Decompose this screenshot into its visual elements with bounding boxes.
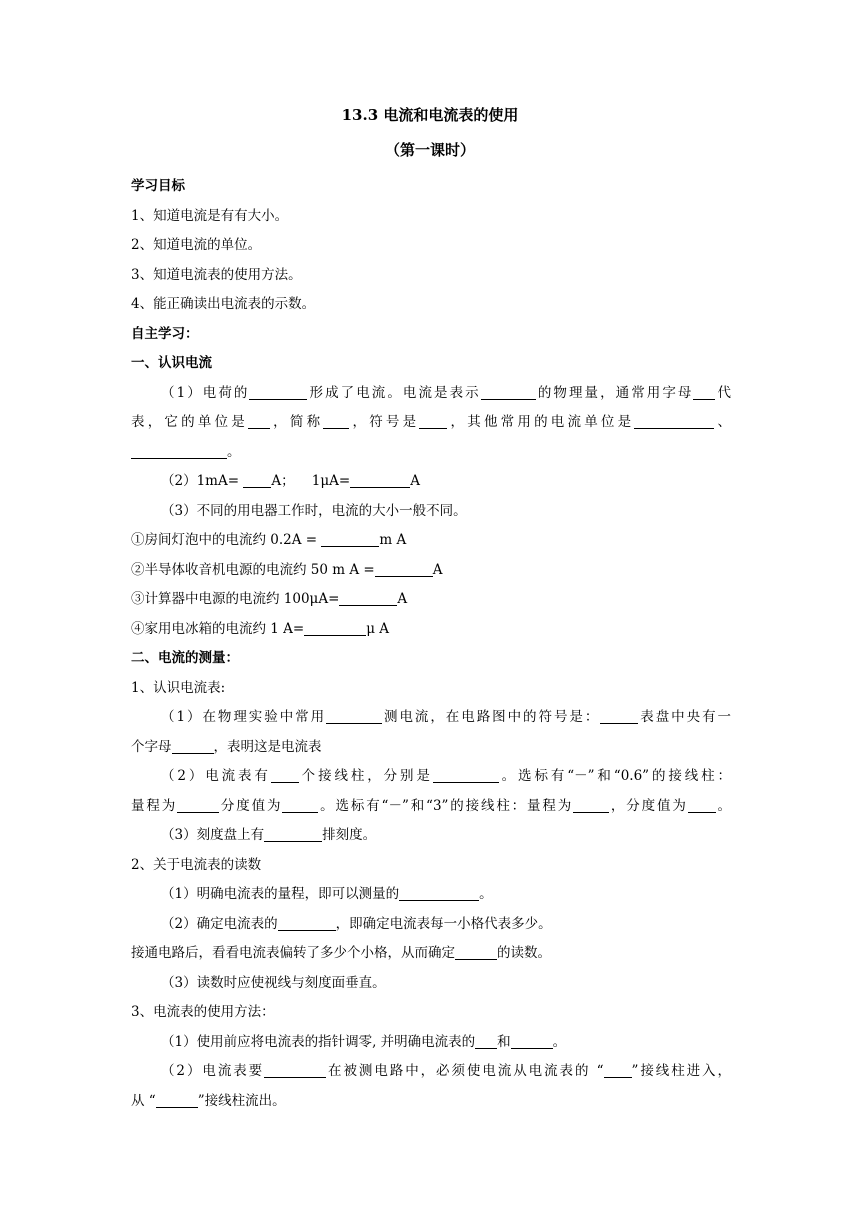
blank[interactable]: [481, 383, 536, 400]
example-line: ①房间灯泡中的电流约 0.2A = m A: [131, 532, 407, 548]
blank[interactable]: [455, 943, 497, 960]
blank[interactable]: [282, 796, 318, 813]
blank[interactable]: [278, 914, 336, 931]
objectives-heading: 学习目标: [131, 178, 185, 194]
blank[interactable]: [375, 560, 433, 577]
subsection-heading: 1、认识电流表:: [131, 679, 226, 696]
question-line: （2）电流表有 个接线柱，分别是 。选标有“－”和“0.6”的接线柱：: [161, 768, 731, 784]
blank[interactable]: [688, 796, 716, 813]
subsection-heading: 2、关于电流表的读数: [131, 856, 262, 873]
blank[interactable]: [172, 737, 214, 754]
blank[interactable]: [350, 471, 410, 488]
question-line: （1）在物理实验中常用 测电流，在电路图中的符号是： 表盘中央有一: [161, 709, 732, 725]
question-line: 。: [131, 438, 731, 468]
blank[interactable]: [304, 619, 366, 636]
blank[interactable]: [511, 1032, 553, 1049]
blank[interactable]: [248, 412, 270, 429]
page-title: 13.3 电流和电流表的使用: [341, 106, 519, 124]
blank[interactable]: [475, 1032, 497, 1049]
question-line: 表，它的单位是 ，简称 ，符号是 ，其他常用的电流单位是 、: [131, 414, 732, 430]
subsection-heading: 3、电流表的使用方法：: [131, 1004, 275, 1020]
section-heading: 一、认识电流: [131, 355, 212, 371]
question-line: （2）1mA= A； 1μA= A: [161, 473, 420, 489]
question-line: （3）读数时应使视线与刻度面垂直。: [161, 974, 386, 991]
example-line: ③计算器中电源的电流约 100μA= A: [131, 591, 408, 607]
example-line: ②半导体收音机电源的电流约 50 m A = A: [131, 561, 443, 578]
blank[interactable]: [156, 1091, 198, 1108]
self-study-heading: 自主学习：: [131, 325, 199, 342]
example-line: ④家用电冰箱的电流约 1 A= μ A: [131, 620, 390, 637]
blank[interactable]: [399, 884, 479, 901]
question-line: 从 “ ”接线柱流出。: [131, 1092, 286, 1109]
objective-item: 3、知道电流表的使用方法。: [131, 266, 302, 283]
question-line: （2）确定电流表的 ，即确定电流表每一小格代表多少。: [161, 915, 552, 932]
worksheet-body: [131, 172, 731, 1116]
blank[interactable]: [131, 442, 227, 459]
blank[interactable]: [339, 589, 397, 606]
blank[interactable]: [271, 766, 299, 783]
question-line: 接通电路后，看看电流表偏转了多少个小格，从而确定 的读数。: [131, 945, 551, 961]
blank[interactable]: [419, 412, 447, 429]
blank[interactable]: [326, 707, 382, 724]
question-line: （2）电流表要 在被测电路中，必须使电流从电流表的 “ ”接线柱进入，: [161, 1063, 731, 1079]
question-line: 量程为 分度值为 。选标有“－”和“3”的接线柱：量程为 ，分度值为 。: [131, 797, 732, 814]
question-line: （1）明确电流表的量程，即可以测量的 。: [161, 886, 493, 902]
blank[interactable]: [264, 825, 322, 842]
blank[interactable]: [634, 412, 714, 429]
question-line: （1）使用前应将电流表的指针调零, 并明确电流表的 和 。: [161, 1033, 567, 1050]
page-subtitle: （第一课时）: [384, 141, 475, 159]
blank[interactable]: [573, 796, 609, 813]
blank[interactable]: [321, 530, 379, 547]
question-line: （3）刻度盘上有 排刻度。: [161, 827, 377, 843]
blank[interactable]: [264, 1061, 326, 1078]
section-heading: 二、电流的测量：: [131, 650, 239, 666]
question-line: 个字母 ，表明这是电流表: [131, 738, 322, 755]
blank[interactable]: [177, 796, 219, 813]
blank[interactable]: [323, 412, 349, 429]
blank[interactable]: [693, 383, 715, 400]
blank[interactable]: [433, 766, 499, 783]
blank[interactable]: [249, 383, 307, 400]
objective-item: 4、能正确读出电流表的示数。: [131, 296, 316, 312]
blank[interactable]: [600, 707, 638, 724]
objective-item: 2、知道电流的单位。: [131, 237, 262, 253]
question-line: （3）不同的用电器工作时，电流的大小一般不同。: [161, 502, 467, 519]
question-line: （1）电荷的 形成了电流。电流是表示 的物理量，通常用字母 代: [161, 384, 732, 401]
blank[interactable]: [243, 471, 271, 488]
objective-item: 1、知道电流是有有大小。: [131, 207, 289, 224]
blank[interactable]: [604, 1061, 632, 1078]
